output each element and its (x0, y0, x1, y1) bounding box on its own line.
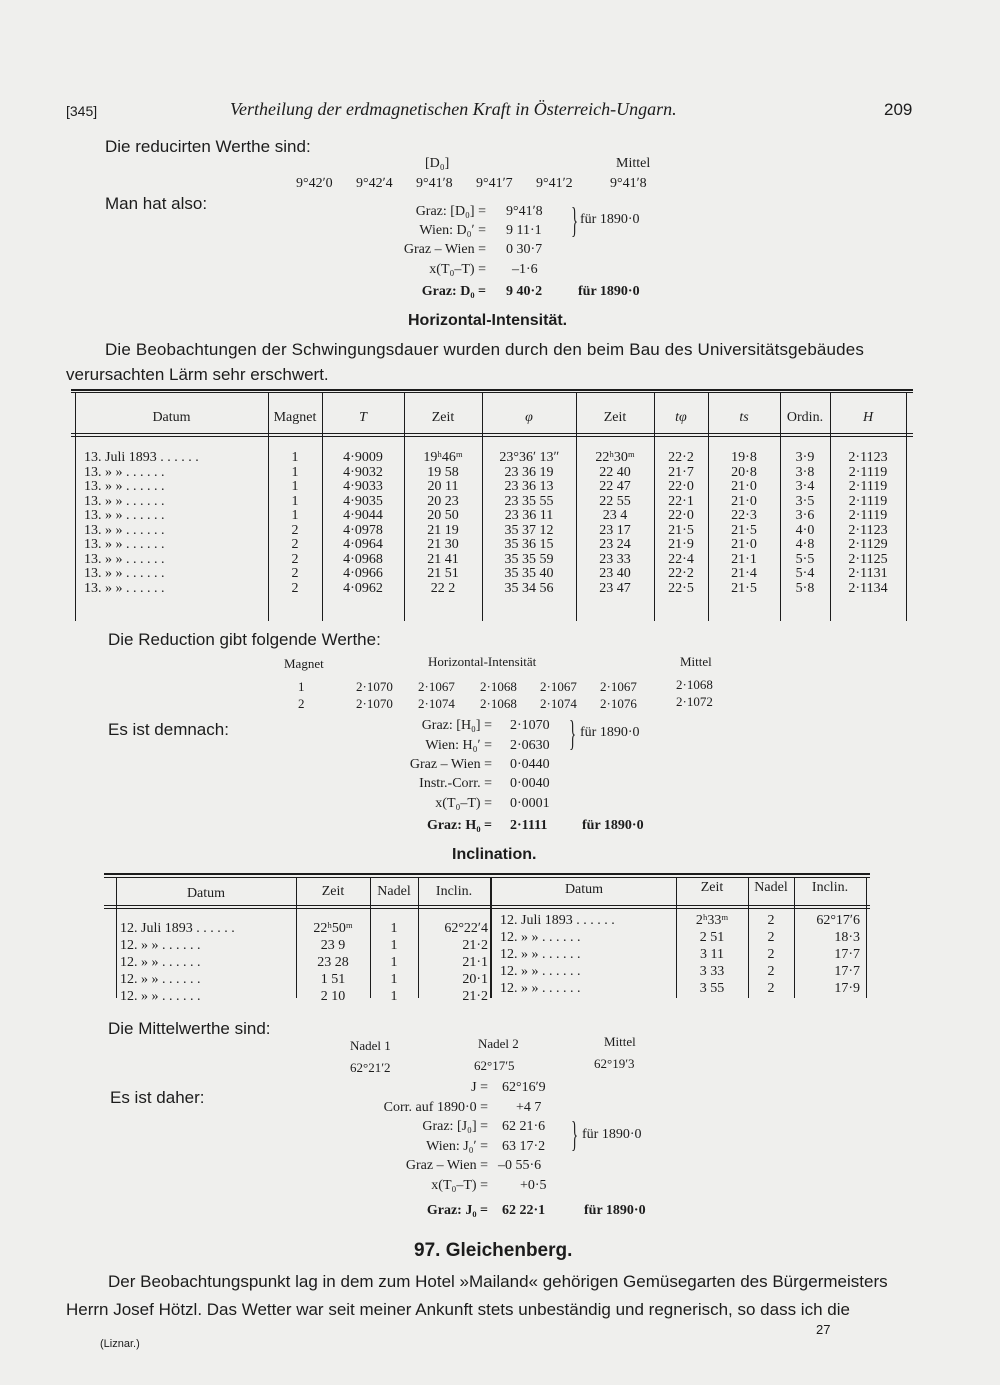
hi-table-cell: 23 47 (599, 580, 631, 596)
incl-calc-label: Wien: J₀ʹ = (426, 1139, 488, 1154)
reduction-value: 2·1067 (600, 679, 637, 694)
incl-mittel-value: 62°19ʹ3 (594, 1056, 635, 1071)
hi-table-cell: 21·5 (668, 522, 694, 538)
hi-table-cell: 22·2 (668, 450, 694, 465)
hi-table-cell: 21·1 (731, 551, 757, 567)
hi-calc-value: 0·0001 (510, 796, 550, 811)
incl-nadel2-value: 62°17ʹ5 (474, 1058, 515, 1073)
hi-final-value: 2·1111 (510, 818, 548, 833)
hi-table-cell: 4·0 (795, 522, 815, 538)
incl-table-date: 12. Juli 1893 . . . . . . (500, 913, 615, 928)
hi-table-cell: 21·0 (731, 493, 757, 509)
hi-table-cell: 4·9009 (343, 450, 383, 465)
reduction-value: 2·1067 (418, 679, 455, 694)
incl-table-cell: 18·3 (834, 930, 860, 945)
hi-table-date: 13. » » . . . . . . (84, 522, 165, 538)
decl-calc-value: 0 30·7 (506, 242, 543, 257)
decl-final-fuer: für 1890·0 (578, 284, 640, 299)
incl-table-cell: 1 (390, 989, 398, 1004)
hi-table-date: 13. » » . . . . . . (84, 479, 165, 494)
incl-calc-label: J = (471, 1080, 488, 1095)
footer-author: (Liznar.) (100, 1338, 140, 1350)
reduction-magnet: 1 (298, 679, 305, 694)
running-title: Vertheilung der erdmagnetischen Kraft in Österreich-Ungarn. (230, 99, 677, 119)
incl-table-date: 12. » » . . . . . . (120, 938, 201, 953)
reduction-intro: Die Reduction gibt folgende Werthe: (108, 630, 381, 649)
hi-col-header: T (359, 410, 367, 425)
hi-table-cell: 23 4 (602, 508, 628, 523)
hi-table-cell: 5·5 (795, 551, 815, 567)
hi-calc-label: Instr.-Corr. = (419, 776, 492, 791)
incl-table-cell: 23 28 (317, 955, 349, 970)
incl-calc-label: Graz: [J₀] = (422, 1119, 488, 1134)
hi-table-cell: 21·7 (668, 464, 694, 480)
hi-col-header: Datum (152, 410, 191, 425)
incl-table-cell: 21·1 (462, 955, 488, 970)
incl-nadel1-value: 62°21ʹ2 (350, 1060, 391, 1075)
hi-table-cell: 4·0978 (343, 522, 383, 538)
hi-table-cell: 2 (291, 580, 299, 596)
hi-table-cell: 2·1119 (848, 464, 888, 480)
incl-col-header: Zeit (700, 880, 724, 895)
hi-col-header: Zeit (603, 410, 627, 425)
incl-table-cell: 17·9 (834, 981, 860, 996)
hi-table-cell: 22 2 (430, 580, 456, 596)
hi-table-cell: 3·6 (795, 508, 815, 523)
hi-table-cell: 23 24 (599, 537, 631, 552)
hi-calc-value: 0·0440 (510, 757, 550, 772)
hi-table-cell: 21 41 (427, 551, 459, 567)
hi-col-header: Ordin. (786, 410, 824, 425)
decl-value: 9°42ʹ0 (296, 176, 333, 191)
incl-table-cell: 2 10 (320, 989, 346, 1004)
decl-mittel: 9°41ʹ8 (610, 176, 647, 191)
hi-table-cell: 4·9044 (343, 508, 383, 523)
hi-final-label: Graz: H₀ = (426, 818, 492, 833)
incl-table-top-rule (104, 873, 870, 875)
incl-table-cell: 62°17ʹ6 (816, 913, 860, 928)
hi-table-cell: 22·0 (668, 508, 694, 523)
hi-table-cell: 21 51 (427, 566, 459, 581)
incl-table-cell: 1 (390, 938, 398, 953)
hi-col-header: φ (525, 410, 533, 425)
reduction-mittel: 2·1068 (676, 677, 713, 692)
hi-table-cell: 22 55 (599, 493, 631, 509)
decl-final-value: 9 40·2 (506, 284, 543, 299)
hi-fuer: für 1890·0 (580, 725, 640, 740)
hi-table-cell: 3·4 (795, 479, 815, 494)
hi-table-date: 13. » » . . . . . . (84, 580, 165, 596)
decl-d0-label: [D₀] (425, 156, 450, 171)
incl-table-header-rule (104, 908, 870, 909)
hi-table-cell: 20·8 (731, 464, 757, 480)
hi-table-cell: 4·0962 (343, 580, 383, 596)
incl-table-cell: 62°22ʹ4 (444, 921, 488, 936)
hi-table-cell: 23 17 (599, 522, 631, 538)
hi-table-cell: 1 (291, 508, 299, 523)
incl-table-cell: 20·1 (462, 972, 488, 987)
hi-table-cell: 2·1119 (848, 508, 888, 523)
hi-table-cell: 19 58 (427, 464, 459, 480)
hi-table-cell: 4·0964 (343, 537, 383, 552)
decl-calc-label: x(T₀–T) = (429, 262, 486, 277)
incl-table-date: 12. » » . . . . . . (500, 981, 581, 996)
decl-calc-value: 9 11·1 (506, 223, 542, 238)
hi-table-cell: 23 35 55 (504, 493, 554, 509)
incl-calc-value: 62 21·6 (502, 1119, 546, 1134)
incl-table-date: 12. » » . . . . . . (120, 989, 201, 1004)
incl-nadel1-label: Nadel 1 (350, 1038, 391, 1053)
incl-table-cell: 21·2 (462, 989, 488, 1004)
hi-table-cell: 22 40 (599, 464, 631, 480)
decl-calc-label: Graz – Wien = (403, 242, 486, 257)
hi-table-cell: 23 40 (599, 566, 631, 581)
hi-table-cell: 3·9 (795, 450, 815, 465)
hi-heading: Horizontal-Intensität. (408, 312, 568, 329)
footer-signature: 27 (816, 1322, 831, 1337)
incl-table-date: 12. » » . . . . . . (500, 930, 581, 945)
incl-col-header: Datum (186, 886, 226, 901)
incl-col-divider (866, 878, 867, 998)
hi-table-cell: 23°36ʹ 13ʺ (499, 450, 559, 465)
reduction-head-mittel: Mittel (680, 654, 712, 669)
hi-table-cell: 20 23 (427, 493, 459, 509)
hi-table-top-rule (71, 392, 913, 393)
incl-mittel-label: Mittel (604, 1034, 636, 1049)
hi-table-cell: 2·1123 (848, 450, 888, 465)
hi-table-cell: 22·3 (731, 508, 757, 523)
decl-value: 9°41ʹ8 (416, 176, 453, 191)
reduction-magnet: 2 (298, 696, 305, 711)
decl-value: 9°41ʹ7 (476, 176, 513, 191)
incl-table-cell: 3 11 (700, 947, 724, 962)
hi-table-cell: 2·1123 (848, 522, 888, 538)
hi-table-cell: 35 35 59 (504, 551, 554, 567)
incl-calc-label: x(T₀–T) = (431, 1178, 488, 1193)
hi-table-cell: 4·8 (795, 537, 815, 552)
hi-table-date: 13. » » . . . . . . (84, 493, 165, 509)
incl-table-date: 12. » » . . . . . . (500, 964, 581, 979)
hi-table-header-rule (71, 436, 913, 437)
hi-table-cell: 2 (291, 537, 299, 552)
hi-col-header: ts (739, 410, 749, 425)
hi-table-header-rule (71, 433, 913, 434)
hi-table-cell: 2 (291, 566, 299, 581)
hi-calc-label: Graz – Wien = (409, 757, 492, 772)
hi-table-cell: 22·5 (668, 580, 694, 596)
incl-mittel-intro: Die Mittelwerthe sind: (108, 1019, 271, 1038)
reduction-value: 2·1067 (540, 679, 577, 694)
incl-table-cell: 22ʰ50ᵐ (313, 921, 353, 936)
reduction-value: 2·1076 (600, 696, 637, 711)
hi-table-date: 13. » » . . . . . . (84, 464, 165, 480)
decl-calc-label: Graz: [D₀] = (415, 204, 486, 219)
incl-table-cell: 2 (767, 964, 775, 979)
incl-table-cell: 3 33 (699, 964, 725, 979)
decl-man-hat: Man hat also: (105, 194, 208, 213)
incl-table-date: 12. » » . . . . . . (120, 972, 201, 987)
incl-col-header: Inclin. (811, 880, 849, 895)
hi-table-date: 13. » » . . . . . . (84, 551, 165, 567)
hi-table-cell: 21·0 (731, 479, 757, 494)
hi-table-date: 13. » » . . . . . . (84, 537, 165, 552)
hi-col-header: Magnet (273, 410, 317, 425)
hi-table-cell: 23 36 19 (504, 464, 554, 480)
incl-col-header: Nadel (754, 880, 788, 895)
incl-calc-value: +0·5 (520, 1178, 547, 1193)
hi-table-cell: 35 37 12 (504, 522, 554, 538)
hi-table-cell: 2·1119 (848, 493, 888, 509)
incl-col-header: Nadel (377, 884, 411, 899)
hi-table-cell: 1 (291, 493, 299, 509)
decl-calc-label: Wien: D₀ʹ = (419, 223, 486, 238)
hi-table-cell: 22·4 (668, 551, 694, 567)
incl-table-cell: 1 (390, 921, 398, 936)
hi-table-cell: 21·0 (731, 537, 757, 552)
incl-table-cell: 2 (767, 930, 775, 945)
hi-table-cell: 22ʰ30ᵐ (595, 450, 635, 465)
hi-table-cell: 2 (291, 522, 299, 538)
hi-table-cell: 2·1125 (848, 551, 888, 567)
hi-table-cell: 23 33 (599, 551, 631, 567)
hi-col-header: Zeit (431, 410, 455, 425)
hi-calc-label: Wien: H₀ʹ = (425, 738, 492, 753)
hi-table-cell: 19·8 (731, 450, 757, 465)
hi-table-cell: 21·9 (668, 537, 694, 552)
reduction-value: 2·1070 (356, 679, 393, 694)
hi-table-cell: 22·2 (668, 566, 694, 581)
reduction-value: 2·1074 (418, 696, 455, 711)
hi-table-cell: 21 30 (427, 537, 459, 552)
hi-table-cell: 21·5 (731, 522, 757, 538)
incl-calc-value: 63 17·2 (502, 1139, 546, 1154)
hi-table-cell: 5·8 (795, 580, 815, 596)
incl-table-cell: 17·7 (834, 947, 860, 962)
hi-table-cell: 2 (291, 551, 299, 567)
hi-col-divider (906, 393, 907, 621)
hi-table-cell: 2·1134 (848, 580, 888, 596)
hi-table-cell: 22 47 (599, 479, 631, 494)
hi-table-cell: 4·9033 (343, 479, 383, 494)
hi-table-cell: 23 36 13 (504, 479, 554, 494)
hi-table-cell: 35 36 15 (504, 537, 554, 552)
incl-table-cell: 2ʰ33ᵐ (695, 913, 729, 928)
decl-intro: Die reducirten Werthe sind: (105, 137, 311, 156)
hi-brace: } (569, 713, 577, 753)
decl-calc-value: –1·6 (512, 262, 538, 277)
hi-table-cell: 4·9032 (343, 464, 383, 480)
hi-table-cell: 4·0966 (343, 566, 383, 581)
hi-table-cell: 19ʰ46ᵐ (423, 450, 463, 465)
hi-table-date: 13. » » . . . . . . (84, 566, 165, 581)
gleichenberg-paragraph-line: Herrn Josef Hötzl. Das Wetter war seit meiner Ankunft stets unbeständig und regnerisch, so dass ich die (66, 1300, 850, 1319)
hi-table-cell: 23 36 11 (504, 508, 554, 523)
hi-col-header: tφ (675, 410, 687, 425)
hi-paragraph-line: verursachten Lärm sehr erschwert. (66, 365, 329, 384)
incl-table-cell: 17·7 (834, 964, 860, 979)
incl-final-value: 62 22·1 (502, 1203, 546, 1218)
reduction-head-hi: Horizontal-Intensität (428, 654, 537, 669)
hi-table-cell: 21·4 (731, 566, 757, 581)
incl-table-date: 12. » » . . . . . . (500, 947, 581, 962)
hi-paragraph-line: Die Beobachtungen der Schwingungsdauer wurden durch den beim Bau des Universitätsgebäudes (105, 340, 865, 359)
incl-calc-label: Corr. auf 1890·0 = (383, 1100, 488, 1115)
hi-final-fuer: für 1890·0 (582, 818, 644, 833)
decl-fuer: für 1890·0 (580, 212, 640, 227)
hi-table-cell: 22·1 (668, 493, 694, 509)
incl-table-cell: 2 (767, 981, 775, 996)
incl-table-date: 12. » » . . . . . . (120, 955, 201, 970)
incl-table-date: 12. Juli 1893 . . . . . . (120, 921, 235, 936)
page-number: 209 (884, 100, 913, 119)
incl-table-cell: 2 (767, 913, 775, 928)
hi-calc-value: 2·0630 (510, 738, 550, 753)
hi-table-cell: 35 35 40 (504, 566, 554, 581)
hi-col-divider (75, 393, 76, 621)
hi-table-cell: 5·4 (795, 566, 815, 581)
decl-value: 9°41ʹ2 (536, 176, 573, 191)
incl-heading: Inclination. (452, 846, 537, 863)
reduction-head-magnet: Magnet (284, 656, 324, 671)
incl-table-cell: 21·2 (462, 938, 488, 953)
hi-col-header: H (862, 410, 874, 425)
hi-table-cell: 35 34 56 (504, 580, 554, 596)
decl-calc-value: 9°41ʹ8 (506, 204, 543, 219)
hi-table-date: 13. » » . . . . . . (84, 508, 165, 523)
hi-table-cell: 21 19 (427, 522, 459, 538)
gleichenberg-heading: 97. Gleichenberg. (414, 1240, 573, 1261)
hi-calc-value: 2·1070 (510, 718, 550, 733)
header-section-number: [345] (66, 103, 98, 119)
incl-brace: } (571, 1114, 579, 1154)
hi-calc-value: 0·0040 (510, 776, 550, 791)
incl-final-label: Graz: J₀ = (426, 1203, 488, 1218)
hi-calc-label: Graz: [H₀] = (421, 718, 492, 733)
incl-table-cell: 1 51 (320, 972, 346, 987)
hi-table-cell: 22·0 (668, 479, 694, 494)
decl-final-label: Graz: D₀ = (421, 284, 486, 299)
hi-table-cell: 20 11 (427, 479, 459, 494)
incl-col-header: Inclin. (435, 884, 473, 899)
hi-table-cell: 1 (291, 450, 299, 465)
incl-calc-label: Graz – Wien = (405, 1158, 488, 1173)
reduction-mittel: 2·1072 (676, 694, 713, 709)
incl-calc-value: 62°16ʹ9 (502, 1080, 546, 1095)
incl-table-header-rule (104, 905, 870, 906)
reduction-value: 2·1068 (480, 696, 517, 711)
hi-table-cell: 21·5 (731, 580, 757, 596)
hi-table-cell: 2·1131 (848, 566, 888, 581)
hi-table-date: 13. Juli 1893 . . . . . . (84, 450, 199, 465)
incl-table-cell: 2 51 (699, 930, 725, 945)
incl-final-fuer: für 1890·0 (584, 1203, 646, 1218)
hi-table-cell: 4·0968 (343, 551, 383, 567)
hi-table-cell: 2·1119 (848, 479, 888, 494)
decl-brace: } (571, 200, 579, 240)
hi-table-cell: 1 (291, 464, 299, 480)
hi-es-ist: Es ist demnach: (108, 720, 229, 739)
reduction-value: 2·1068 (480, 679, 517, 694)
decl-value: 9°42ʹ4 (356, 176, 393, 191)
reduction-value: 2·1070 (356, 696, 393, 711)
incl-table-cell: 3 55 (699, 981, 725, 996)
incl-table-cell: 2 (767, 947, 775, 962)
incl-calc-value: –0 55·6 (498, 1158, 542, 1173)
hi-table-cell: 4·9035 (343, 493, 383, 509)
hi-table-cell: 3·8 (795, 464, 815, 480)
decl-mittel-label: Mittel (616, 156, 651, 171)
incl-col-header: Datum (564, 882, 604, 897)
incl-table-top-rule (104, 877, 870, 878)
hi-calc-label: x(T₀–T) = (435, 796, 492, 811)
hi-table-cell: 3·5 (795, 493, 815, 509)
hi-table-cell: 1 (291, 479, 299, 494)
hi-table-top-rule (71, 389, 913, 391)
reduction-value: 2·1074 (540, 696, 577, 711)
incl-calc-value: +4 7 (516, 1100, 542, 1115)
incl-table-cell: 23 9 (320, 938, 346, 953)
incl-col-header: Zeit (321, 884, 345, 899)
incl-es-ist: Es ist daher: (110, 1088, 205, 1107)
hi-table-cell: 20 50 (427, 508, 459, 523)
incl-table-cell: 1 (390, 955, 398, 970)
gleichenberg-paragraph-line: Der Beobachtungspunkt lag in dem zum Hotel »Mailand« gehörigen Gemüsegarten des Bürgermeisters (108, 1272, 888, 1291)
incl-table-cell: 1 (390, 972, 398, 987)
hi-table-cell: 2·1129 (848, 537, 888, 552)
incl-fuer: für 1890·0 (582, 1127, 642, 1142)
incl-nadel2-label: Nadel 2 (478, 1036, 519, 1051)
